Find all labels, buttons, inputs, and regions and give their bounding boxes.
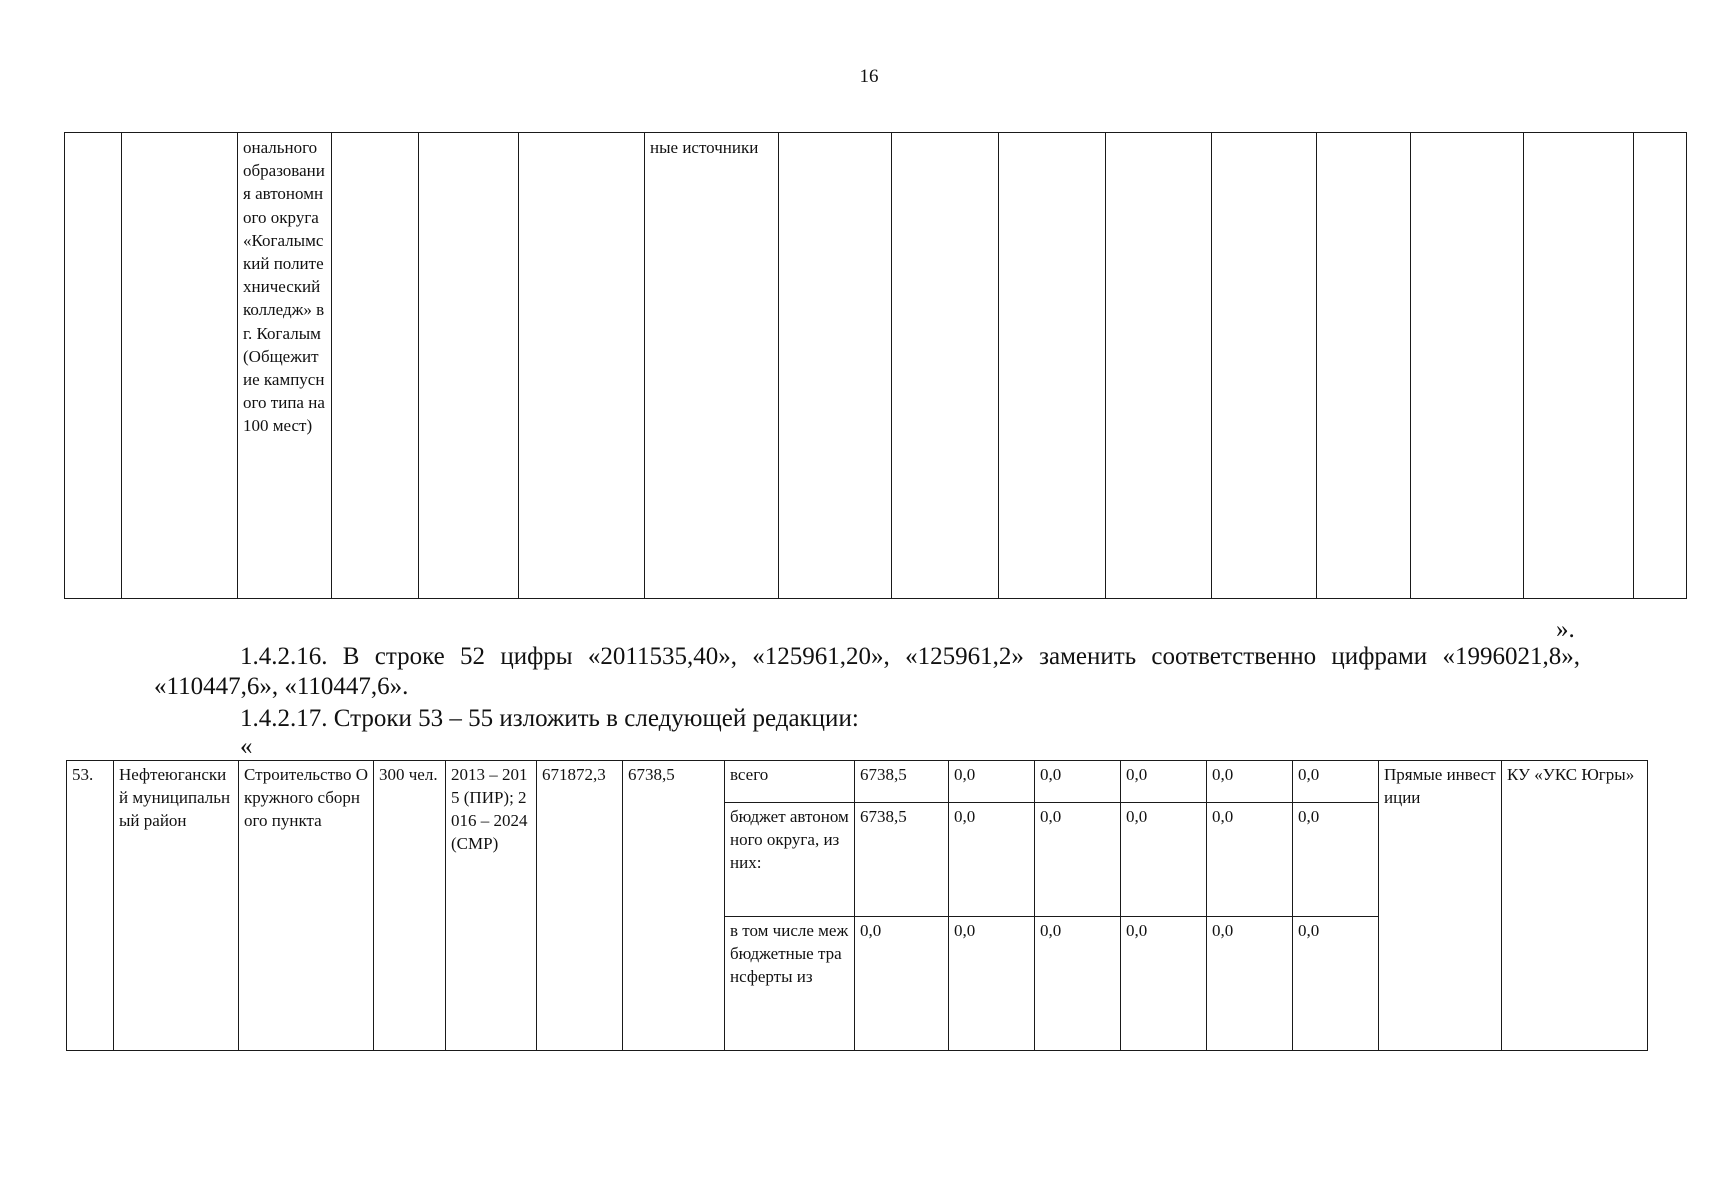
cell-empty (892, 133, 999, 599)
value-cell: 0,0 (1207, 803, 1293, 917)
value-cell: 6738,5 (855, 803, 949, 917)
cell-empty (1634, 133, 1687, 599)
years-cell: 2013 – 2015 (ПИР); 2016 – 2024 (СМР) (446, 761, 537, 1051)
cell-empty (1212, 133, 1317, 599)
cell-empty (779, 133, 892, 599)
value-cell: 0,0 (949, 803, 1035, 917)
value-cell: 0,0 (1035, 917, 1121, 1051)
municipality-cell: Нефтеюганский муниципальный район (114, 761, 239, 1051)
capacity-cell: 300 чел. (374, 761, 446, 1051)
row-number: 53. (67, 761, 114, 1051)
cell-empty (1317, 133, 1411, 599)
cell-empty (999, 133, 1106, 599)
value-cell: 0,0 (1121, 761, 1207, 803)
value-cell: 0,0 (1293, 803, 1379, 917)
value-cell: 0,0 (1035, 761, 1121, 803)
continuation-table (64, 132, 1687, 599)
estimate-cell: 671872,3 (537, 761, 623, 1051)
cell-empty (122, 133, 238, 599)
object-cell: Строительство Окружного сборного пункта (239, 761, 374, 1051)
amendment-paragraph-2: 1.4.2.17. Строки 53 – 55 изложить в следующей редакции: (240, 705, 859, 732)
object-name-cell: онального образования автономного округа «Когалымский политехнический колледж» в г. Когалым (Общежитие кампусного типа на 100 мест) (238, 133, 332, 599)
value-cell: 0,0 (1293, 761, 1379, 803)
value-cell: 0,0 (1035, 803, 1121, 917)
cell-empty (1411, 133, 1524, 599)
value-cell: 0,0 (1121, 917, 1207, 1051)
investment-type-cell: Прямые инвестиции (1379, 761, 1502, 1051)
remaining-cell: 6738,5 (623, 761, 725, 1051)
cell-empty (1524, 133, 1634, 599)
cell-empty (1106, 133, 1212, 599)
amendment-paragraph-1: 1.4.2.16. В строке 52 цифры «2011535,40», «125961,20», «125961,2» заменить соответственно цифрами «1996021,8», «110447,6», «110447,6». (154, 643, 1580, 700)
customer-cell: КУ «УКС Югры» (1502, 761, 1648, 1051)
value-cell: 6738,5 (855, 761, 949, 803)
value-cell: 0,0 (1207, 761, 1293, 803)
source-label: в том числе межбюджетные трансферты из (725, 917, 855, 1051)
value-cell: 0,0 (1121, 803, 1207, 917)
opening-quote: « (240, 733, 253, 760)
value-cell: 0,0 (1293, 917, 1379, 1051)
value-cell: 0,0 (1207, 917, 1293, 1051)
row-53-table (66, 760, 1648, 1051)
value-cell: 0,0 (949, 761, 1035, 803)
source-label: бюджет автономного округа, из них: (725, 803, 855, 917)
value-cell: 0,0 (949, 917, 1035, 1051)
page-number: 16 (859, 66, 879, 87)
source-label: всего (725, 761, 855, 803)
cell-empty (419, 133, 519, 599)
closing-quote: ». (1556, 616, 1575, 643)
cell-empty (65, 133, 122, 599)
table-row (67, 761, 1648, 803)
table-row (65, 133, 1687, 599)
cell-empty (332, 133, 419, 599)
source-cell: ные источники (645, 133, 779, 599)
value-cell: 0,0 (855, 917, 949, 1051)
cell-empty (519, 133, 645, 599)
